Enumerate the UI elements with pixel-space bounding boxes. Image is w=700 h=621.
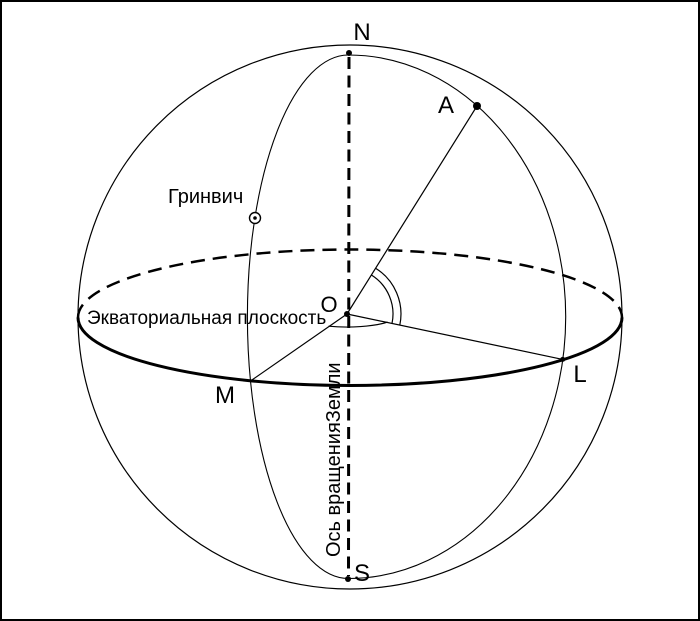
origin-label: O [320, 292, 338, 317]
south-pole-label: S [353, 560, 371, 587]
rotation-axis-label: Ось вращенияЗемли [323, 362, 345, 557]
origin-dot [344, 311, 350, 317]
point-m-label: M [215, 382, 235, 409]
greenwich-marker [250, 213, 261, 224]
north-pole-dot [346, 50, 352, 56]
point-a-label: A [437, 92, 455, 119]
equatorial-plane-label: Экваториальная плоскость [87, 308, 327, 329]
point-a-dot [473, 102, 481, 110]
point-l-label: L [573, 361, 587, 388]
greenwich-marker-dot [253, 216, 257, 220]
south-pole-dot [345, 576, 351, 582]
north-pole-label: N [353, 19, 371, 46]
point-l-dot [560, 357, 565, 362]
greenwich-label: Гринвич [168, 186, 244, 208]
